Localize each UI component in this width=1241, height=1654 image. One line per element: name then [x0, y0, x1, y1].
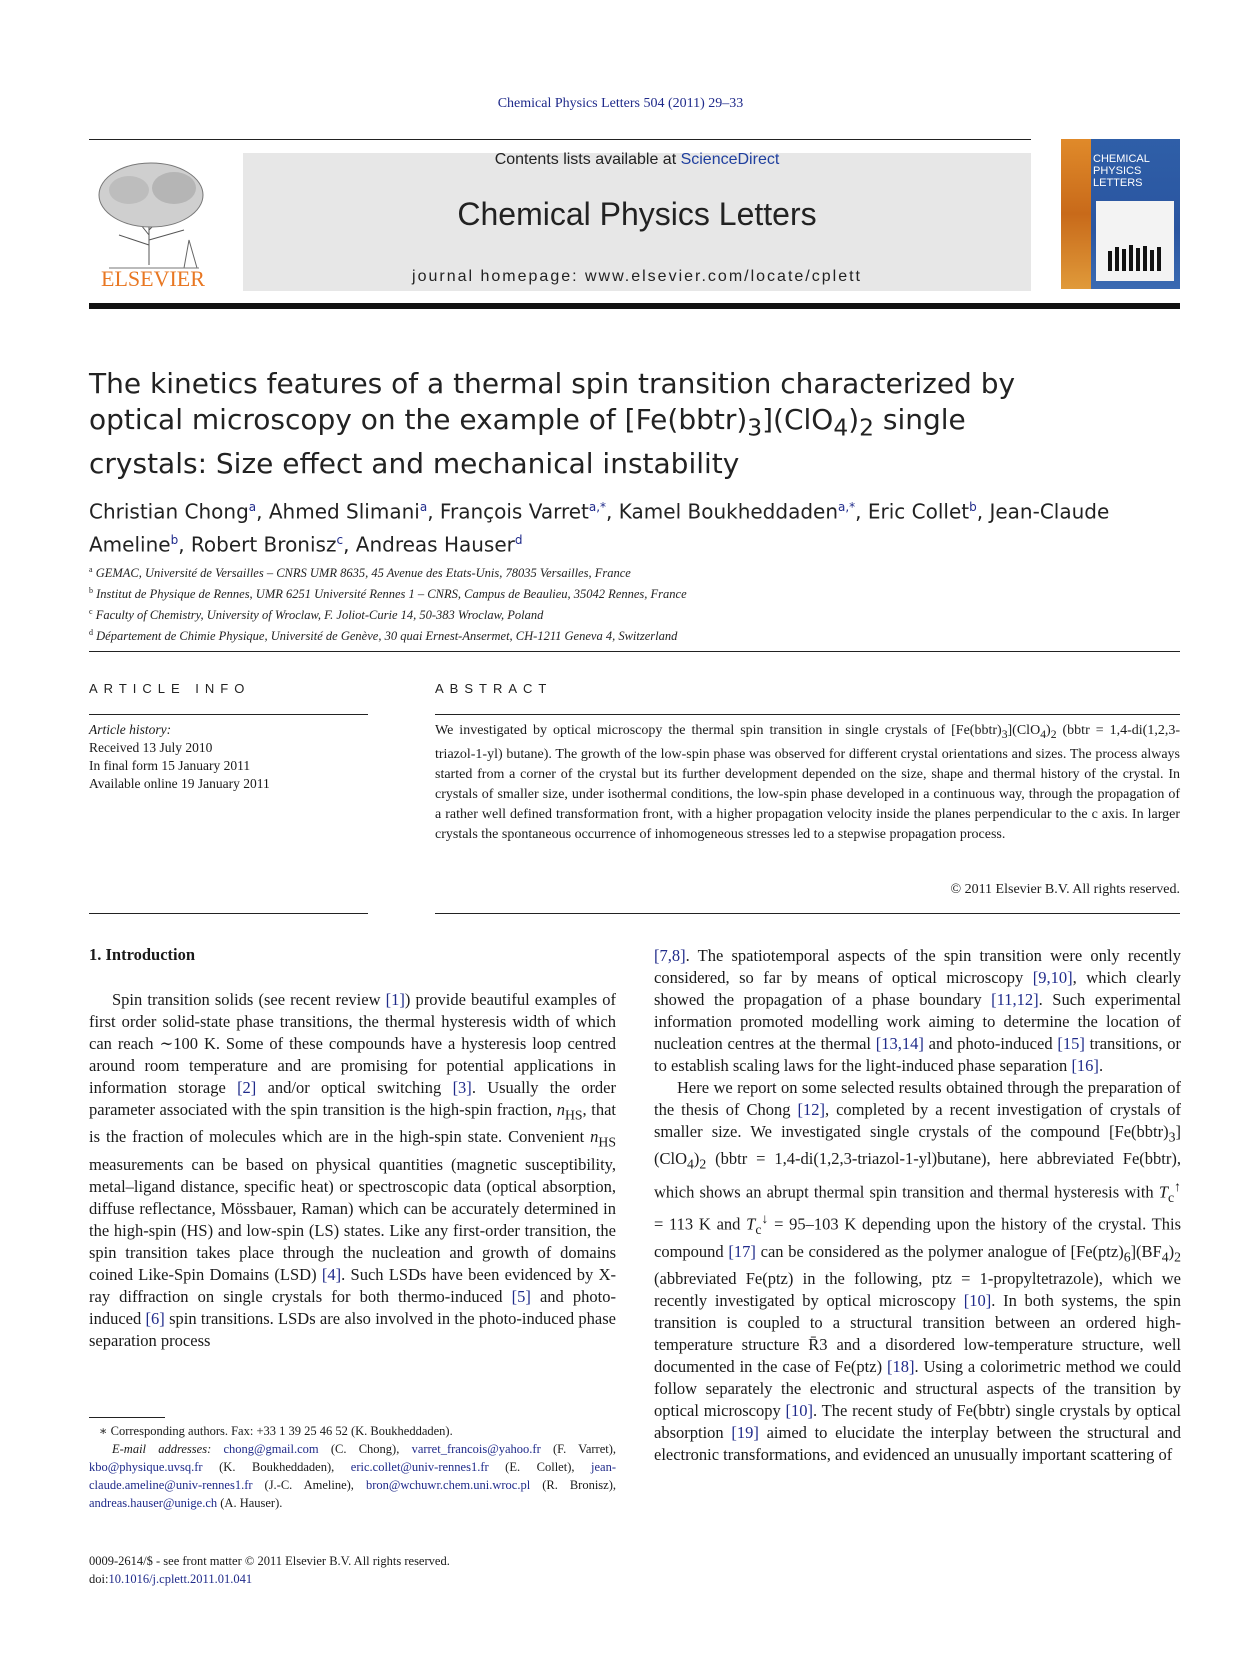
- footnote-rule: [89, 1417, 165, 1418]
- journal-name: Chemical Physics Letters: [457, 196, 817, 232]
- cover-color-band: [1061, 139, 1091, 289]
- sciencedirect-link[interactable]: ScienceDirect: [680, 151, 780, 168]
- doi-link[interactable]: 10.1016/j.cplett.2011.01.041: [108, 1572, 253, 1586]
- body-column-right: [654, 945, 1181, 1466]
- journal-cover-image: [1061, 139, 1180, 289]
- abstract-heading: ABSTRACT: [435, 681, 553, 696]
- abstract-text: We investigated by optical microscopy the thermal spin transition in single crystals of $[Fe(bbtr)_3](ClO_4)_2$ (bbtr = 1,4-di(1,2,3-triazol-1-yl) butane). The growth of the low-spin phase was observed for different crystal orientations and sizes. The process always started from a corner of the crystal but its further development depended on the size, shape and thermal history of the crystal. In crystals of smaller size, under isothermal conditions, the low-spin phase developed in a continuous way, through the propagation of a rather well defined transformation front, with a higher propagation velocity inside the planes perpendicular to the c axis. In larger crystals the spontaneous occurrence of inhomogeneous stresses led to a stepwise propagation process.: [435, 723, 1180, 842]
- elsevier-wordmark: ELSEVIER: [101, 266, 205, 290]
- abstract-copyright: © 2011 Elsevier B.V. All rights reserved.: [950, 882, 1180, 897]
- intro-paragraph-1: Spin transition solids (see recent review [1]) provide beautiful examples of first order solid-state phase transitions, the thermal hysteresis width of which can reach ∼100 K. Some of these compounds have a hysteresis loop centred around room temperature and are promising for potential applications in information storage [2] and/or optical switching [3]. Usually the order parameter associated with the spin transition is the high-spin fraction, $n_{HS}$, that is the fraction of molecules which are in the high-spin state. Convenient $n_{HS}$ measurements can be based on physical quantities (magnetic susceptibility, metal–ligand distance, specific heat) or spectroscopic data (optical absorption, diffuse reflectance, Mössbauer, Raman) which can be accurately determined in the high-spin (HS) and low-spin (LS) states. Like any first-order transition, the spin transition takes place through the nucleation and growth of domains coined Like-Spin Domains (LSD) [4]. Such LSDs have been evidenced by X-ray diffraction on single crystals for both thermo-induced [5] and photo-induced [6] spin transitions. LSDs are also involved in the photo-induced phase separation process: [89, 990, 617, 1350]
- front-matter: [89, 1552, 616, 1588]
- final-form-date: In final form 15 January 2011: [89, 758, 251, 773]
- contents-line: [243, 151, 1031, 169]
- history-label: Article history:: [89, 722, 172, 737]
- article-history: [89, 721, 368, 793]
- journal-reference[interactable]: Chemical Physics Letters 504 (2011) 29–33: [497, 96, 744, 111]
- email-addresses: E-mail addresses: chong@gmail.com (C. Chong), varret_francois@yahoo.fr (F. Varret), kbo@physique.uvsq.fr (K. Boukheddaden), eric.collet@univ-rennes1.fr (E. Collet), jean-claude.ameline@univ-rennes1.fr (J.-C. Ameline), bron@wchuwr.chem.uni.wroc.pl (R. Bronisz), andreas.hauser@unige.ch (A. Hauser).: [89, 1442, 617, 1510]
- journal-homepage[interactable]: journal homepage: www.elsevier.com/locate/cplett: [412, 268, 862, 285]
- corresponding-author-note: ∗ Corresponding authors. Fax: +33 1 39 25 46 52 (K. Boukheddaden).: [99, 1424, 453, 1438]
- intro-paragraph-1-continued: [7,8]. The spatiotemporal aspects of the spin transition were only recently considered, so far by means of optical microscopy [9,10], which clearly showed the propagation of a phase boundary [11,12]. Such experimental information promoted modelling work aiming to determine the location of nucleation centres at the thermal [13,14] and photo-induced [15] transitions, or to establish scaling laws for the light-induced phase separation [16].: [654, 946, 1182, 1075]
- body-column-left: [89, 989, 616, 1352]
- section-heading-introduction: 1. Introduction: [89, 945, 196, 964]
- doi-prefix: doi:: [89, 1572, 109, 1586]
- header-thick-rule: [89, 303, 1180, 309]
- article-info-rule-bottom: [89, 913, 368, 914]
- article-title: The kinetics features of a thermal spin transition characterized by optical microscopy on the example of $[Fe(bbtr)_3](ClO_4)_2$ single crystals: Size effect and mechanical instability: [89, 367, 1016, 480]
- elsevier-logo: [89, 150, 217, 290]
- header-rule: [89, 139, 1031, 140]
- contents-prefix: Contents lists available at: [494, 151, 681, 168]
- affiliation-rule: [89, 651, 1180, 652]
- cover-title: CHEMICAL PHYSICS LETTERS: [1093, 153, 1150, 189]
- intro-paragraph-2: Here we report on some selected results obtained through the preparation of the thesis of Chong [12], completed by a recent investigation of crystals of smaller size. We investigated single crystals of the compound $[Fe(bbtr)_3](ClO_4)_2$ (bbtr = 1,4-di(1,2,3-triazol-1-yl)butane), here abbreviated Fe(bbtr), which shows an abrupt thermal spin transition and thermal hysteresis with $T_c^↑ = 113$ K and $T_c^↓ = 95-103$ K depending upon the history of the crystal. This compound [17] can be considered as the polymer analogue of $[Fe(ptz)_6](BF_4)_2$ (abbreviated Fe(ptz) in the following, ptz = 1-propyltetrazole), which we recently investigated by optical microscopy [10]. In both systems, the spin transition is coupled to a structural transition between an ordered high-temperature structure R̄3 and a disordered low-temperature structure, well documented in the case of Fe(ptz) [18]. Using a colorimetric method we could follow separately the electronic and structural aspects of the transition by optical microscopy [10]. The recent study of Fe(bbtr) single crystals by optical absorption [19] aimed to elucidate the interplay between the structural and electronic transformations, and evidenced an unusually important scattering of: [654, 1078, 1181, 1465]
- doi-line: [89, 1570, 616, 1588]
- elsevier-tree-icon: [89, 150, 217, 290]
- footnote: [89, 1422, 616, 1512]
- cover-graphic-icon: [1096, 201, 1174, 281]
- article-info-rule-top: [89, 714, 368, 715]
- cover-illustration: [1096, 201, 1174, 281]
- abstract-rule-top: [435, 714, 1180, 715]
- received-date: Received 13 July 2010: [89, 740, 213, 755]
- online-date: Available online 19 January 2011: [89, 776, 270, 791]
- front-matter-line: 0009-2614/$ - see front matter © 2011 Elsevier B.V. All rights reserved.: [89, 1554, 450, 1568]
- abstract-rule-bottom: [435, 913, 1180, 914]
- article-info-heading: ARTICLE INFO: [89, 681, 251, 696]
- author-list: Christian Chong$^a$, Ahmed Slimani$^a$, François Varret$^{a,*}$, Kamel Boukheddaden$^{a,*}$, Eric Collet$^b$, Jean-Claude Ameline$^b$, Robert Bronisz$^c$, Andreas Hauser$^d$: [89, 499, 1110, 557]
- affiliation-list: $^a$ GEMAC, Université de Versailles – CNRS UMR 8635, 45 Avenue des Etats-Unis, 78035 Versailles, France $^b$ Institut de Physique de Rennes, UMR 6251 Université Rennes 1 – CNRS, Campus de Beaulieu, 35042 Rennes, France $^c$ Faculty of Chemistry, University of Wroclaw, F. Joliot-Curie 14, 50-383 Wroclaw, Poland $^d$ Département de Chimie Physique, Université de Genève, 30 quai Ernest-Ansermet, CH-1211 Geneva 4, Switzerland: [89, 565, 687, 644]
